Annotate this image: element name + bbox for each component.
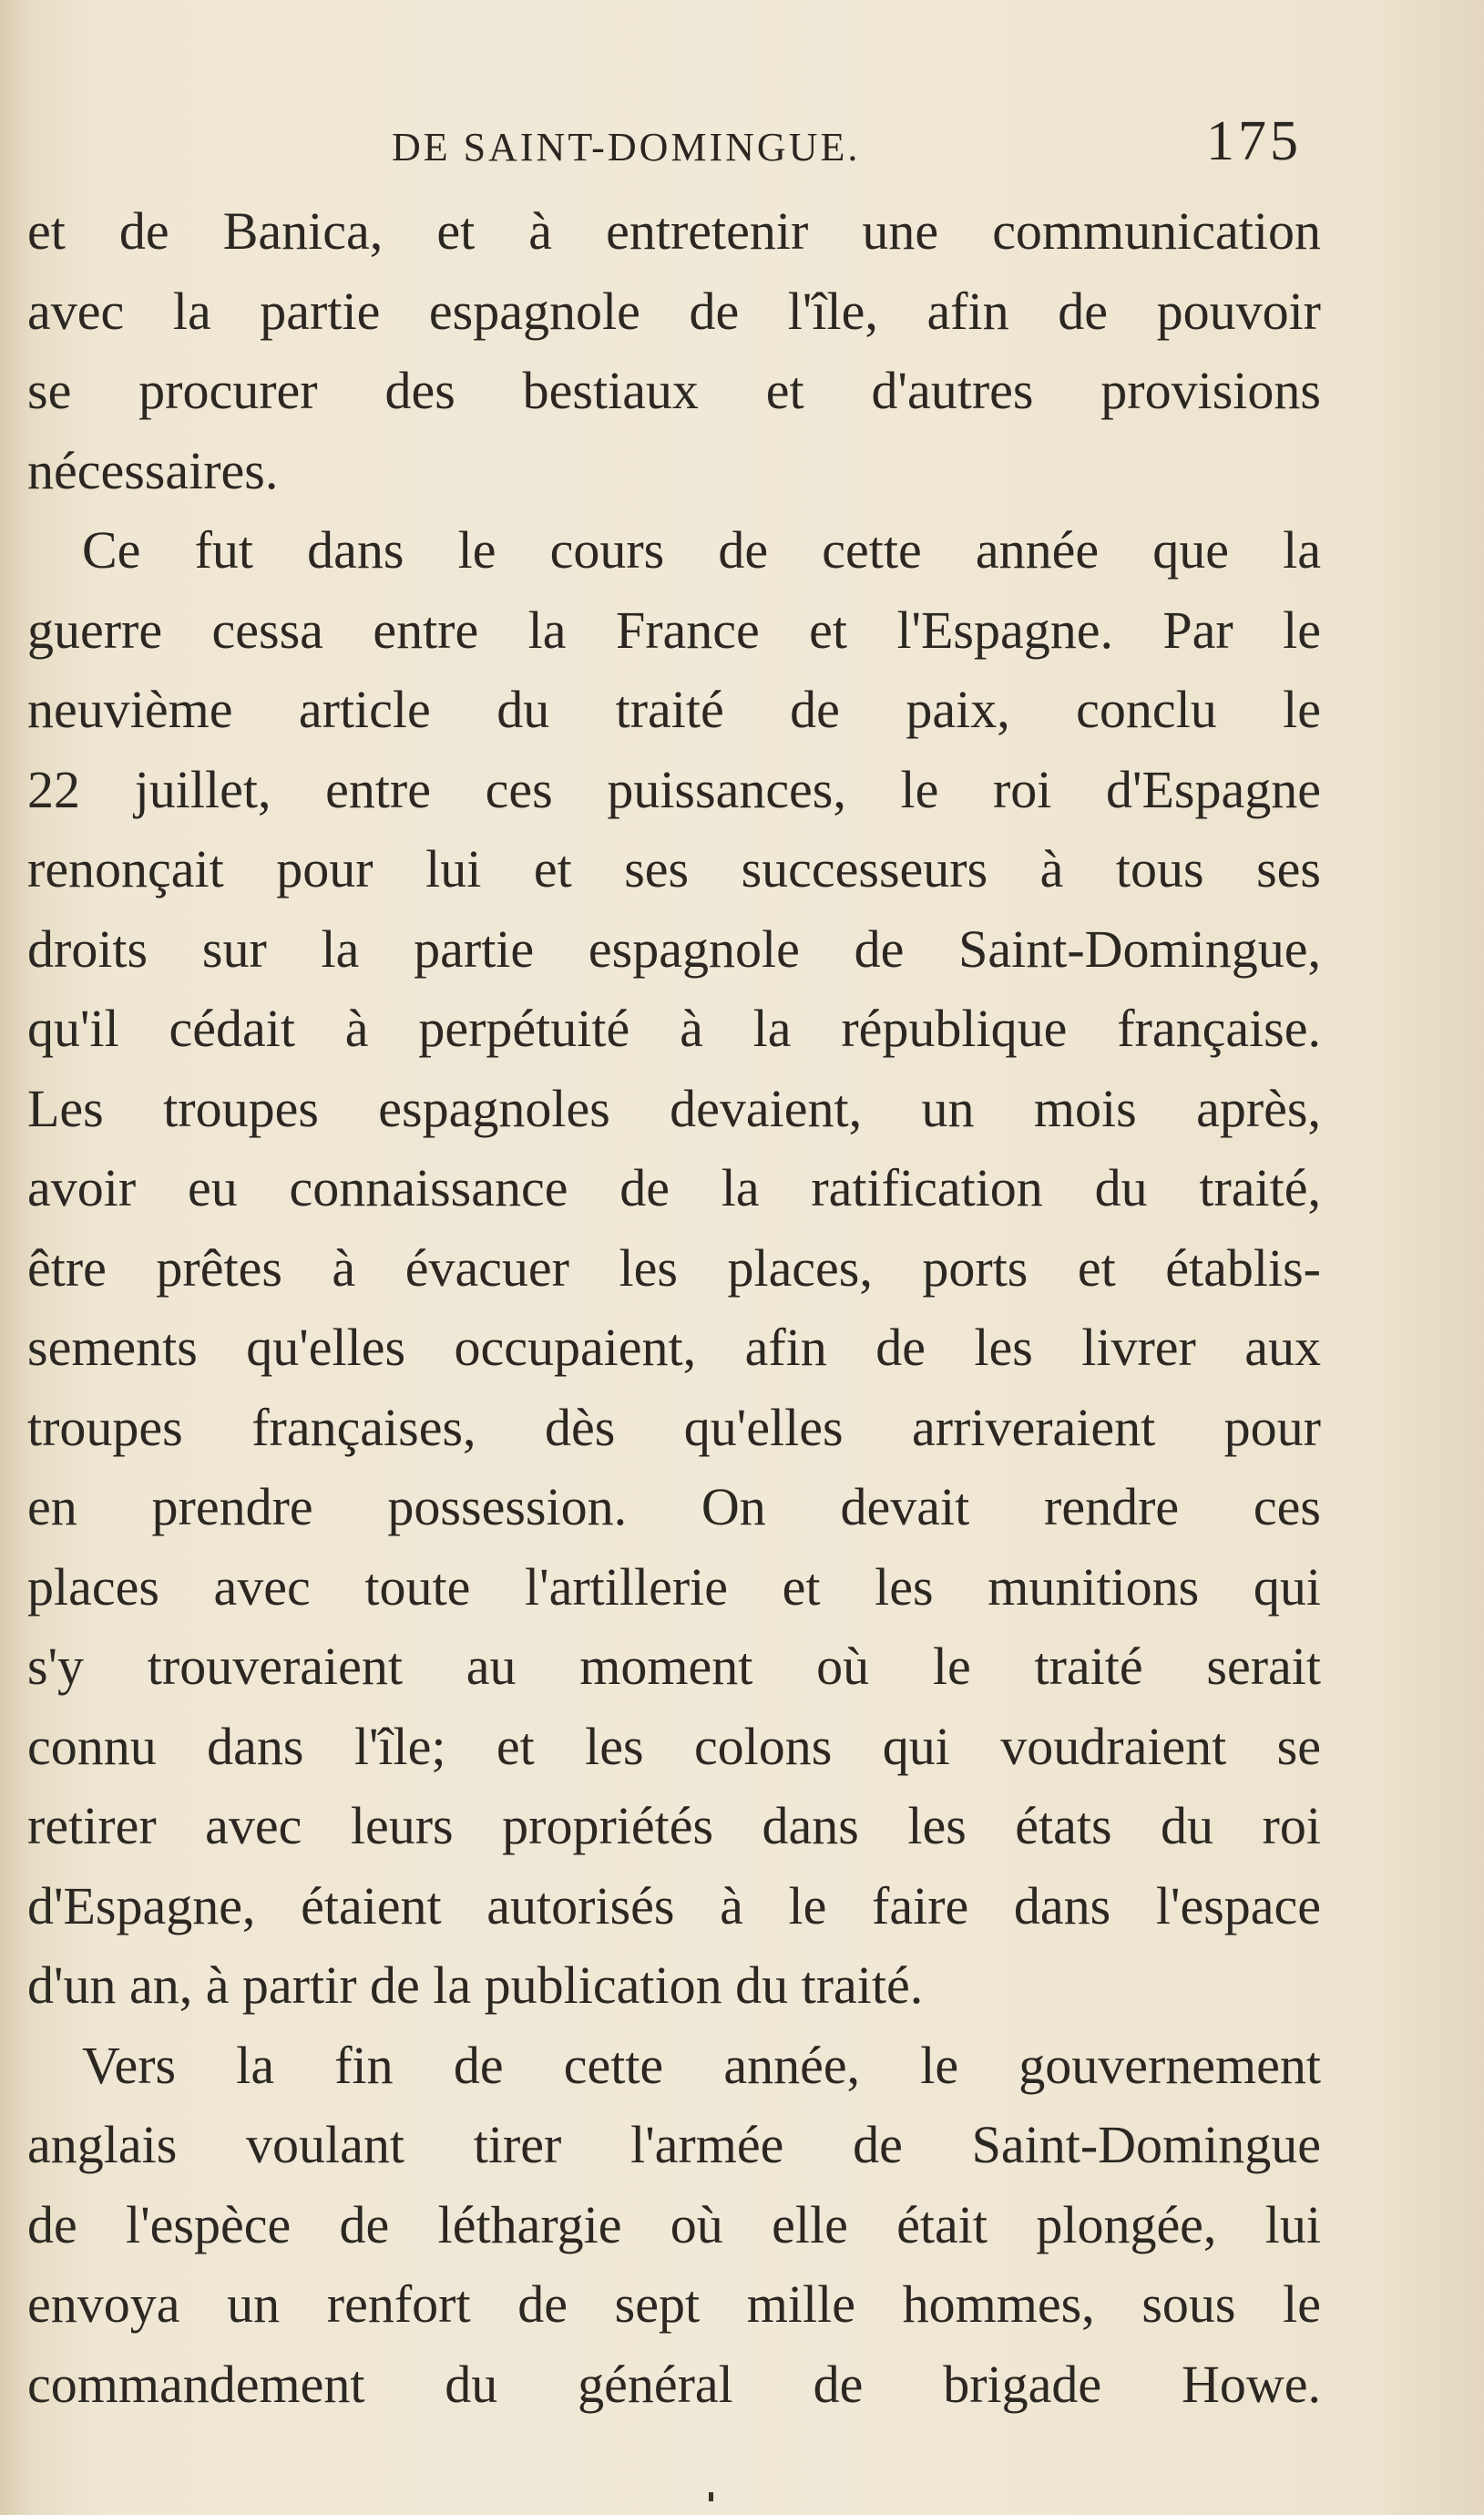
text-line: et de Banica, et à entretenir une communication [27, 201, 1321, 261]
text-line: se procurer des bestiaux et d'autres provisions [27, 361, 1321, 420]
text-line: droits sur la partie espagnole de Saint-Domingue, [27, 919, 1321, 979]
text-line: sements qu'elles occupaient, afin de les livrer aux [27, 1318, 1321, 1377]
text-line: anglais voulant tirer l'armée de Saint-Domingue [27, 2115, 1321, 2174]
text-line: Les troupes espagnoles devaient, un mois après, [27, 1078, 1321, 1138]
running-head: DE SAINT-DOMINGUE. [392, 125, 861, 169]
text-line: d'Espagne, étaient autorisés à le faire dans l'espace [27, 1875, 1321, 1935]
text-line: commandement du général de brigade Howe. [27, 2354, 1321, 2414]
text-line: Ce fut dans le cours de cette année que la [82, 520, 1321, 580]
text-line: avec la partie espagnole de l'île, afin de pouvoir [27, 281, 1321, 341]
text-line: nécessaires. [27, 440, 279, 500]
text-line: en prendre possession. On devait rendre ces [27, 1477, 1321, 1536]
text-line: connu dans l'île; et les colons qui voudraient se [27, 1716, 1321, 1776]
text-line: d'un an, à partir de la publication du traité. [27, 1956, 924, 2015]
text-line: 22 juillet, entre ces puissances, le roi d'Espagne [27, 759, 1321, 819]
text-line: neuvième article du traité de paix, conclu le [27, 680, 1321, 739]
text-line: guerre cessa entre la France et l'Espagne. Par le [27, 600, 1321, 660]
page-header [0, 108, 1484, 180]
text-line: Vers la fin de cette année, le gouvernement [82, 2035, 1321, 2095]
text-line: avoir eu connaissance de la ratification du traité, [27, 1158, 1321, 1217]
text-line: retirer avec leurs propriétés dans les états du roi [27, 1796, 1321, 1855]
text-line: envoya un renfort de sept mille hommes, sous le [27, 2274, 1321, 2334]
printer-mark [709, 2492, 713, 2501]
text-line: de l'espèce de léthargie où elle était plongée, lui [27, 2194, 1321, 2254]
text-line: places avec toute l'artillerie et les munitions qui [27, 1556, 1321, 1617]
body-text [27, 191, 1321, 2424]
text-line: s'y trouveraient au moment où le traité serait [27, 1637, 1321, 1696]
page-number: 175 [1206, 110, 1302, 172]
text-line: renonçait pour lui et ses successeurs à tous ses [27, 839, 1321, 898]
text-line: troupes françaises, dès qu'elles arriveraient pour [27, 1397, 1321, 1457]
text-line: être prêtes à évacuer les places, ports et établis- [27, 1237, 1321, 1298]
text-line: qu'il cédait à perpétuité à la république française. [27, 999, 1321, 1058]
